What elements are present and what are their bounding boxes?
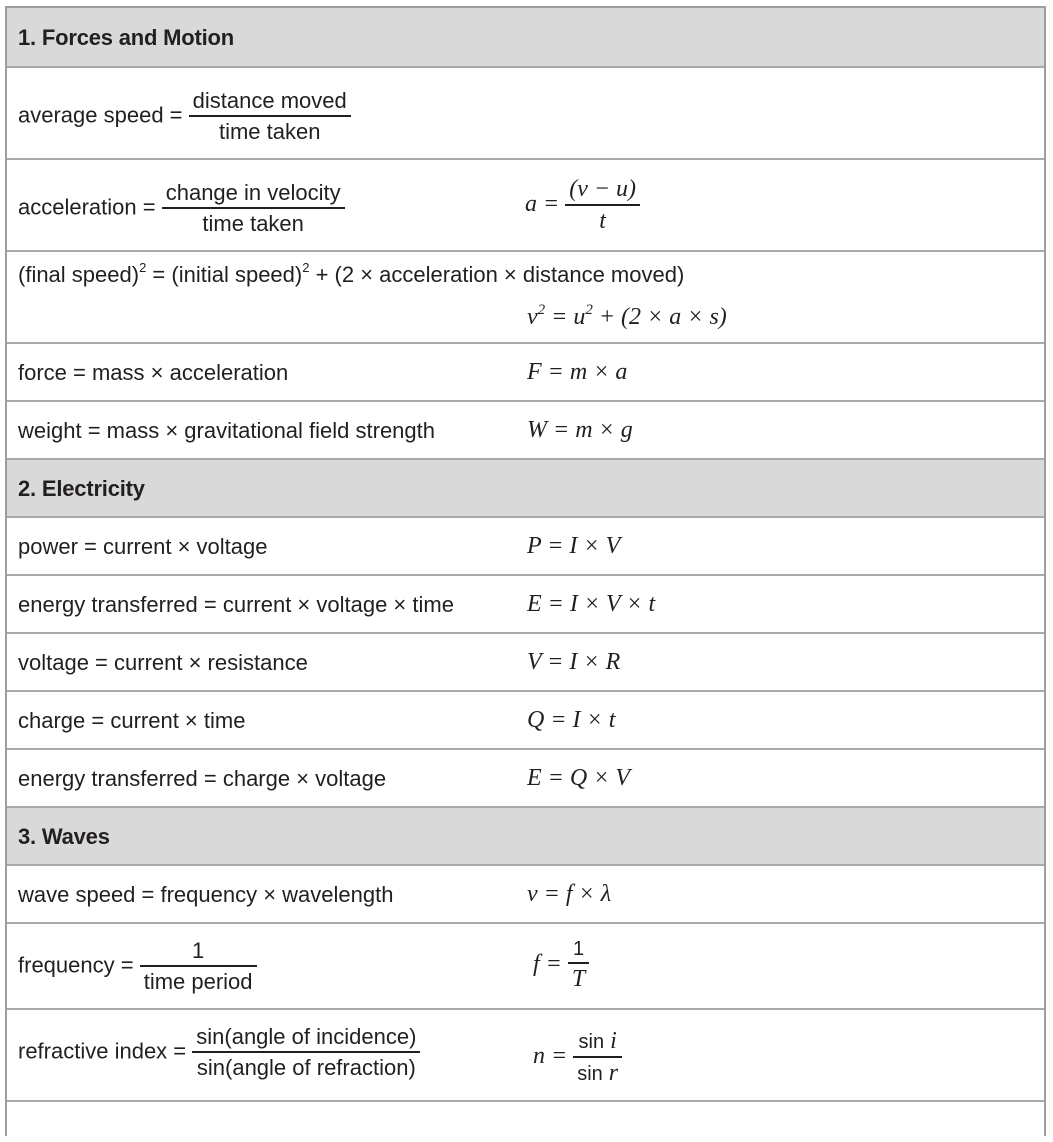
formula-row-force — [7, 344, 1044, 402]
numerator: sin(angle of incidence) — [192, 1024, 420, 1053]
symbol-fraction — [565, 176, 640, 235]
symbol-equation: W = m × g — [527, 417, 633, 443]
denominator: t — [599, 208, 606, 234]
word-equation: wave speed = frequency × wavelength — [18, 882, 394, 907]
word-fraction — [140, 938, 257, 995]
symbol-lhs: f = — [533, 951, 562, 978]
denominator: T — [571, 966, 586, 992]
symbol-lhs: a = — [525, 191, 560, 218]
word-fraction — [192, 1024, 420, 1081]
word-equation: voltage = current × resistance — [18, 650, 308, 675]
word-term-initial-speed: = (initial speed) — [146, 262, 303, 287]
sin-function: sin — [578, 1031, 605, 1053]
numerator: (v − u) — [565, 176, 640, 206]
symbol-equation — [533, 938, 589, 993]
word-equation: force = mass × acceleration — [18, 360, 289, 385]
numerator — [573, 1028, 622, 1058]
formula-sheet — [5, 6, 1046, 1136]
symbol-u: = u — [545, 304, 586, 330]
symbol-equation: E = Q × V — [527, 765, 631, 791]
symbol-v: v — [527, 304, 538, 330]
formula-row-frequency — [7, 924, 1044, 1010]
symbol-equation — [533, 1028, 622, 1087]
word-lhs: average speed = — [18, 102, 183, 128]
denominator: time period — [143, 969, 253, 994]
word-fraction — [162, 180, 345, 237]
word-equation: power = current × voltage — [18, 534, 268, 559]
symbol-equation: v = f × λ — [527, 881, 612, 907]
section-header-forces-and-motion — [7, 8, 1044, 68]
formula-row-acceleration — [7, 160, 1044, 252]
denominator: time taken — [202, 211, 304, 236]
word-equation: weight = mass × gravitational field strength — [18, 418, 436, 443]
word-term-final-speed: (final speed) — [18, 262, 140, 287]
word-fraction — [189, 88, 351, 145]
formula-row-voltage — [7, 634, 1044, 692]
symbol-equation: Q = I × t — [527, 707, 616, 733]
symbol-fraction — [573, 1028, 622, 1087]
formula-row-speed-squared — [7, 252, 1044, 344]
symbol-rest: + (2 × a × s) — [592, 304, 727, 330]
symbol-equation — [525, 176, 640, 235]
section-title: 2. Electricity — [18, 476, 145, 501]
sin-function: sin — [577, 1063, 603, 1085]
exponent: 2 — [302, 260, 310, 275]
symbol-lhs: n = — [533, 1043, 568, 1070]
symbol-i: i — [610, 1028, 617, 1054]
word-equation — [18, 262, 684, 288]
word-equation: energy transferred = current × voltage × time — [18, 592, 454, 617]
word-lhs: refractive index = — [18, 1038, 187, 1064]
denominator — [573, 1058, 622, 1087]
formula-row-partial — [7, 1102, 1044, 1142]
section-title: 3. Waves — [18, 824, 110, 849]
word-lhs: acceleration = — [18, 194, 156, 220]
formula-row-weight — [7, 402, 1044, 460]
section-header-electricity — [7, 460, 1044, 518]
formula-row-charge — [7, 692, 1044, 750]
word-term-rest: + (2 × acceleration × distance moved) — [309, 262, 685, 287]
formula-row-average-speed — [7, 68, 1044, 160]
symbol-equation — [527, 304, 727, 331]
denominator: sin(angle of refraction) — [196, 1055, 416, 1080]
symbol-equation: E = I × V × t — [527, 591, 656, 617]
formula-row-power — [7, 518, 1044, 576]
exponent: 2 — [139, 260, 147, 275]
numerator: 1 — [140, 938, 257, 967]
formula-row-energy-transferred-charge — [7, 750, 1044, 808]
symbol-equation: P = I × V — [527, 533, 621, 559]
symbol-r: r — [608, 1060, 619, 1086]
formula-row-refractive-index — [7, 1010, 1044, 1102]
symbol-equation: V = I × R — [527, 649, 621, 675]
numerator: 1 — [568, 938, 589, 964]
word-equation — [18, 180, 345, 237]
formula-row-energy-transferred-time — [7, 576, 1044, 634]
exponent: 2 — [585, 302, 593, 318]
section-title: 1. Forces and Motion — [18, 25, 235, 50]
exponent: 2 — [537, 302, 546, 318]
section-header-waves — [7, 808, 1044, 866]
word-equation — [18, 88, 351, 145]
symbol-equation: F = m × a — [527, 359, 628, 385]
denominator: time taken — [218, 119, 321, 144]
formula-row-wave-speed — [7, 866, 1044, 924]
word-equation — [18, 938, 257, 995]
word-equation: charge = current × time — [18, 708, 246, 733]
symbol-fraction — [568, 938, 589, 993]
word-equation: energy transferred = charge × voltage — [18, 766, 387, 791]
numerator: change in velocity — [162, 180, 345, 209]
numerator: distance moved — [189, 88, 351, 117]
word-lhs: frequency = — [18, 952, 134, 978]
word-equation — [18, 1024, 420, 1081]
